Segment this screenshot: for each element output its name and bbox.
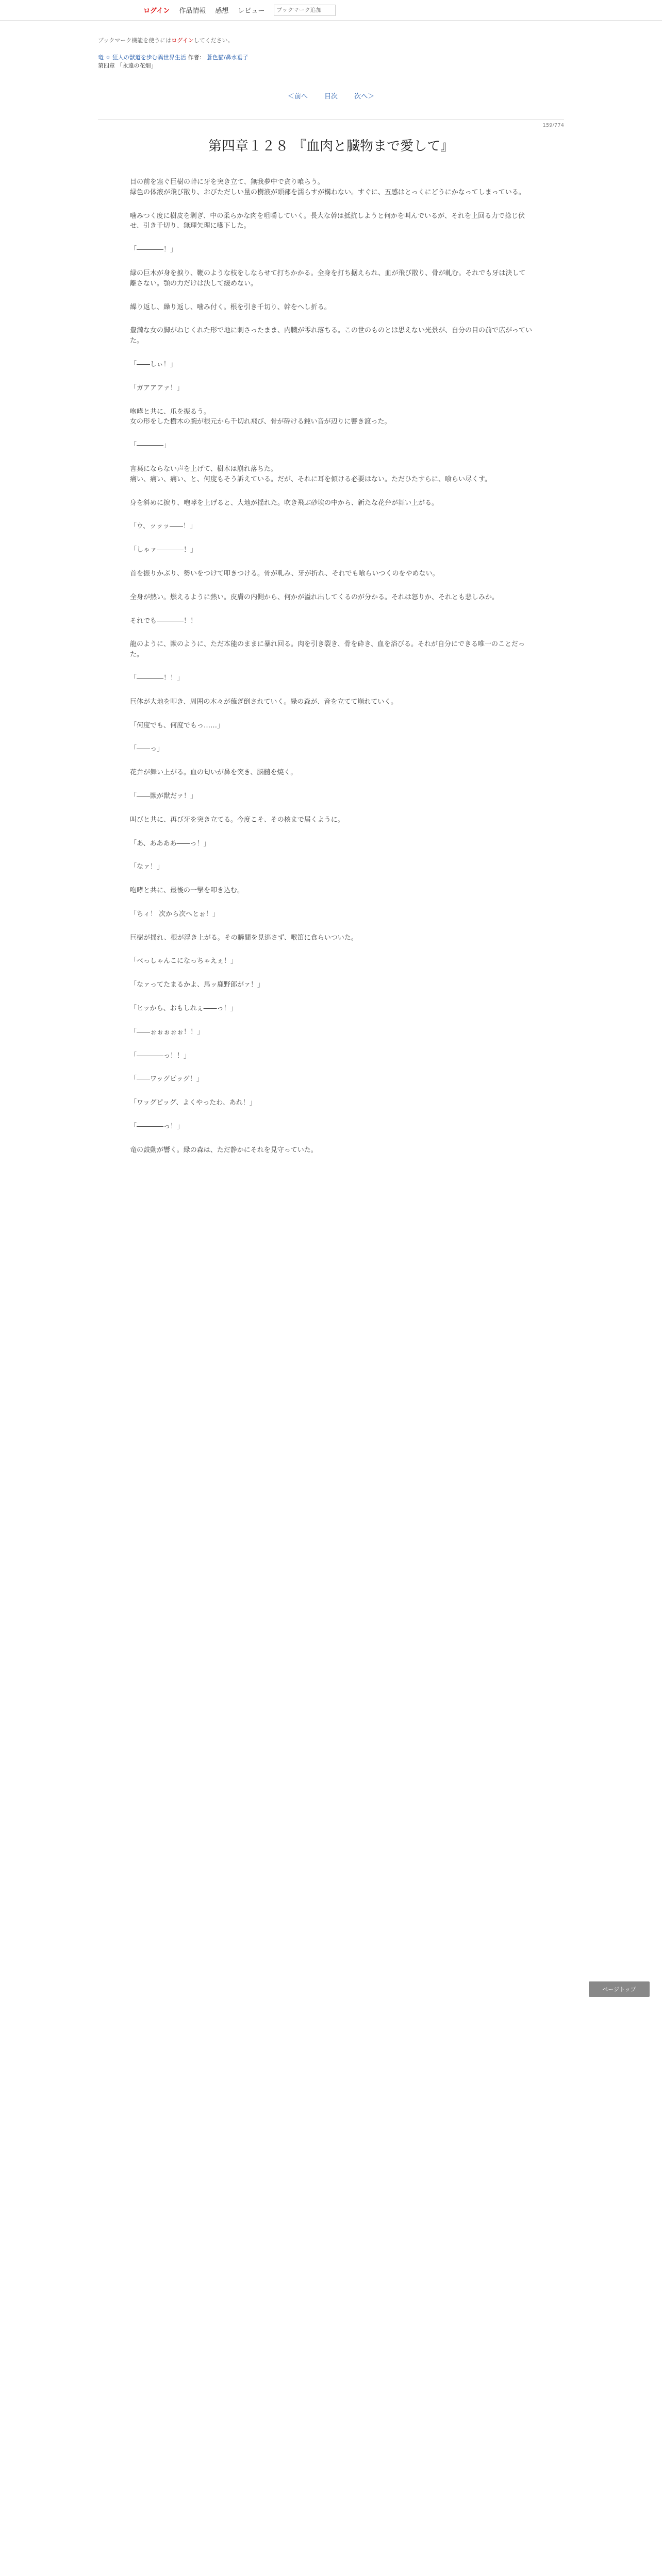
toc-link[interactable]: 目次 xyxy=(324,93,338,100)
novel-body xyxy=(130,177,532,1156)
body-paragraph: 「なァ！」 xyxy=(130,863,164,871)
body-paragraph: 言葉にならない声を上げて、樹木は崩れ落ちた。 痛い、痛い、痛い、と、何度もそう訴えている。だが、それに耳を傾ける必要はない。ただひたすらに、喰らい尽くす。 xyxy=(130,465,491,483)
body-paragraph: 「――――！」 xyxy=(130,246,177,254)
body-paragraph: 竜の鼓動が響く。緑の森は、ただ静かにそれを見守っていた。 xyxy=(130,1146,318,1154)
body-paragraph: 噛みつく度に樹皮を剥ぎ、中の柔らかな肉を咀嚼していく。長大な幹は抵抗しようと何かを叫んでいるが、それを上回る力で捻じ伏せ、引き千切り、無理矢理に嚥下した。 xyxy=(130,212,525,230)
body-paragraph: 「何度でも、何度でもっ……」 xyxy=(130,721,224,730)
body-paragraph: 「ちィ！ 次から次へとぉ！」 xyxy=(130,910,219,918)
work-title-link[interactable]: 竜 ☆ 狂人の獣道を歩む異世界生活 xyxy=(98,54,186,61)
body-paragraph: 「――獣が獣だァ！」 xyxy=(130,792,197,800)
body-paragraph: 巨樹が揺れ、根が浮き上がる。その瞬間を見逃さず、喉笛に食らいついた。 xyxy=(130,934,358,942)
bookmark-notice xyxy=(0,36,662,44)
bookmark-input[interactable] xyxy=(274,5,336,16)
chapter-name: 第四章 「永遠の花畑」 xyxy=(98,62,157,69)
top-bar xyxy=(0,0,662,21)
notice-text-after: してください。 xyxy=(193,37,234,44)
body-paragraph: 「――ぉぉぉぉぉ！！」 xyxy=(130,1028,204,1036)
author-label: 作者： xyxy=(188,54,205,61)
prev-link[interactable]: ＜前へ xyxy=(287,93,308,100)
body-paragraph: 龍のように、獣のように、ただ本能のままに暴れ回る。肉を引き裂き、骨を砕き、血を浴びる。それが自分にできる唯一のことだった。 xyxy=(130,640,525,659)
body-paragraph: 咆哮と共に、爪を振るう。 女の形をした樹木の腕が根元から千切れ飛び、骨が砕ける鈍い音が辺りに響き渡った。 xyxy=(130,408,391,426)
body-paragraph: 繰り返し、繰り返し、噛み付く。根を引き千切り、幹をへし折る。 xyxy=(130,303,331,311)
body-paragraph: 首を振りかぶり、勢いをつけて叩きつける。骨が軋み、牙が折れ、それでも喰らいつくのをやめない。 xyxy=(130,569,439,578)
page-count: 159/774 xyxy=(542,123,564,128)
body-paragraph: 「ウ、ッッッ――！」 xyxy=(130,522,196,531)
body-paragraph: 「あ、ああああ――っ！」 xyxy=(130,839,210,848)
body-paragraph: 「――――！！」 xyxy=(130,674,184,682)
body-paragraph: 「なァってたまるかよ、馬ッ鹿野郎がァ！」 xyxy=(130,981,264,989)
body-paragraph: 「――ワッグピッグ！」 xyxy=(130,1075,203,1083)
next-link[interactable]: 次へ＞ xyxy=(354,93,375,100)
body-paragraph: 「――っ」 xyxy=(130,745,164,753)
notice-login-link[interactable]: ログイン xyxy=(171,37,194,44)
chapter-title: 第四章１２８ 『血肉と臓物まで愛して』 xyxy=(208,139,454,154)
body-paragraph: 叫びと共に、再び牙を突き立てる。今度こそ、その核まで届くように。 xyxy=(130,816,344,824)
body-paragraph: それでも――――！！ xyxy=(130,617,197,625)
body-paragraph: 「ヒッから、おもしれぇ――っ！」 xyxy=(130,1005,237,1013)
notice-text: ブックマーク機能を使うには xyxy=(98,37,172,44)
page-top-button[interactable]: ページトップ xyxy=(589,1981,650,1997)
body-paragraph: 緑の巨木が身を捩り、鞭のような枝をしならせて打ちかかる。全身を打ち据えられ、血が飛び散り、骨が軋む。それでも牙は決して離さない。顎の力だけは決して緩めない。 xyxy=(130,269,526,287)
body-paragraph: 「――――」 xyxy=(130,442,171,450)
body-paragraph: 「しゃァ――――！」 xyxy=(130,546,197,554)
body-paragraph: 「べっしゃんこになっちゃえぇ！」 xyxy=(130,957,238,965)
body-paragraph: 目の前を塞ぐ巨樹の幹に牙を突き立て、無我夢中で貪り喰らう。 緑色の体液が飛び散り、おびただしい量の樹液が頭部を濡らすが構わない。すぐに、五感はとっくにどうにかなってしまっている。 xyxy=(130,178,525,196)
nav-comments[interactable]: 感想 xyxy=(215,7,229,15)
body-paragraph: 「――――っ！」 xyxy=(130,1123,184,1131)
pager xyxy=(0,91,662,100)
body-paragraph: 「――しぃ！」 xyxy=(130,360,177,368)
breadcrumb xyxy=(0,54,662,70)
page-counter xyxy=(98,119,564,128)
author-link[interactable]: 蒼色猫/鼻水垂子 xyxy=(206,54,249,61)
body-paragraph: 「ガアアアァ！」 xyxy=(130,384,184,392)
body-paragraph: 「ワッグピッグ、よくやったわ、あれ！」 xyxy=(130,1099,256,1107)
body-paragraph: 花弁が舞い上がる。血の匂いが鼻を突き、脳髄を焼く。 xyxy=(130,769,297,777)
body-paragraph: 「――――っ！！」 xyxy=(130,1052,191,1060)
body-paragraph: 身を斜めに捩り、咆哮を上げると、大地が揺れた。吹き飛ぶ砂埃の中から、新たな花弁が舞い上がる。 xyxy=(130,499,439,507)
body-paragraph: 咆哮と共に、最後の一撃を叩き込む。 xyxy=(130,887,244,895)
body-paragraph: 巨体が大地を叩き、周囲の木々が薙ぎ倒されていく。緑の森が、音を立てて崩れていく。 xyxy=(130,698,398,706)
body-paragraph: 豊満な女の脚がねじくれた形で地に刺さったまま、内臓が零れ落ちる。この世のものとは思えない光景が、自分の目の前で広がっていた。 xyxy=(130,327,533,345)
nav-reviews[interactable]: レビュー xyxy=(238,7,265,15)
nav-work-info[interactable]: 作品情報 xyxy=(179,7,206,15)
body-paragraph: 全身が熱い。燃えるように熱い。皮膚の内側から、何かが溢れ出してくるのが分かる。それは怒りか、それとも悲しみか。 xyxy=(130,593,499,601)
login-link[interactable]: ログイン xyxy=(143,7,170,15)
